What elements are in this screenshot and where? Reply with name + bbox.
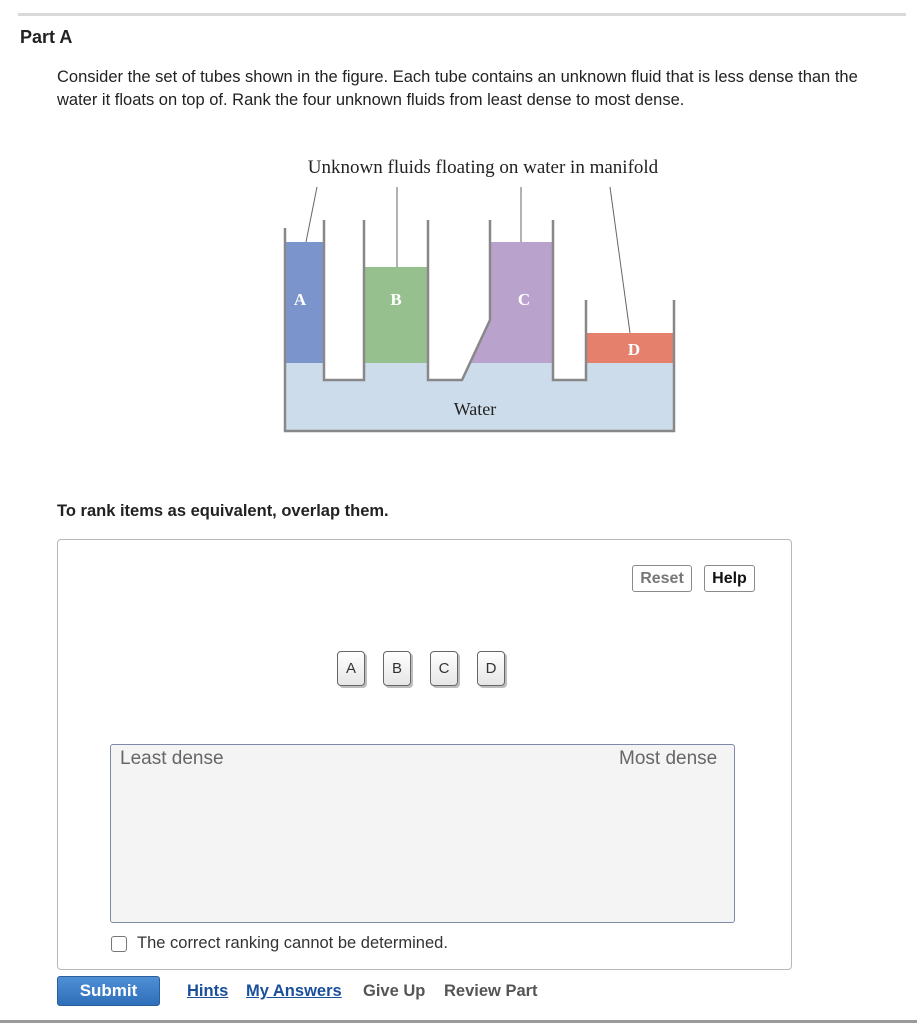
fluid-c [470, 242, 553, 363]
bottom-divider [0, 1020, 917, 1023]
label-water: Water [453, 399, 497, 419]
part-title: Part A [20, 27, 73, 47]
label-c: C [517, 290, 531, 309]
question-text: Consider the set of tubes shown in the figure. Each tube contains an unknown fluid that is less dense than the water it floats on top of. Rank the four unknown fluids from least dense to most dense. [57, 68, 858, 109]
give-up-link[interactable]: Give Up [363, 982, 426, 1000]
water-fill [285, 363, 674, 431]
my-answers-link[interactable]: My Answers [246, 982, 342, 1000]
help-button[interactable]: Help [704, 565, 755, 592]
reset-button[interactable]: Reset [632, 565, 692, 592]
label-b: B [390, 290, 402, 309]
instructions: To rank items as equivalent, overlap them. [57, 502, 389, 520]
pointer-line-d [610, 187, 630, 333]
pointer-line-a [306, 187, 317, 242]
label-a: A [293, 290, 307, 309]
manifold-figure [280, 150, 690, 450]
rank-tile-a[interactable]: A [337, 651, 365, 686]
top-divider [18, 13, 906, 16]
label-d: D [627, 340, 641, 359]
submit-button[interactable]: Submit [57, 976, 160, 1006]
cannot-determine-label: The correct ranking cannot be determined. [137, 934, 448, 952]
rank-tile-d[interactable]: D [477, 651, 505, 686]
cannot-determine-row[interactable] [111, 934, 448, 953]
least-dense-label: Least dense [120, 748, 224, 769]
ranking-dropzone[interactable] [110, 744, 735, 923]
figure-title: Unknown fluids floating on water in manifold [307, 157, 659, 178]
rank-tile-c[interactable]: C [430, 651, 458, 686]
fluid-b [364, 267, 428, 363]
rank-tile-b[interactable]: B [383, 651, 411, 686]
hints-link[interactable]: Hints [187, 982, 229, 1000]
review-part-link[interactable]: Review Part [444, 982, 538, 1000]
most-dense-label: Most dense [619, 748, 718, 769]
cannot-determine-checkbox[interactable] [111, 936, 127, 952]
